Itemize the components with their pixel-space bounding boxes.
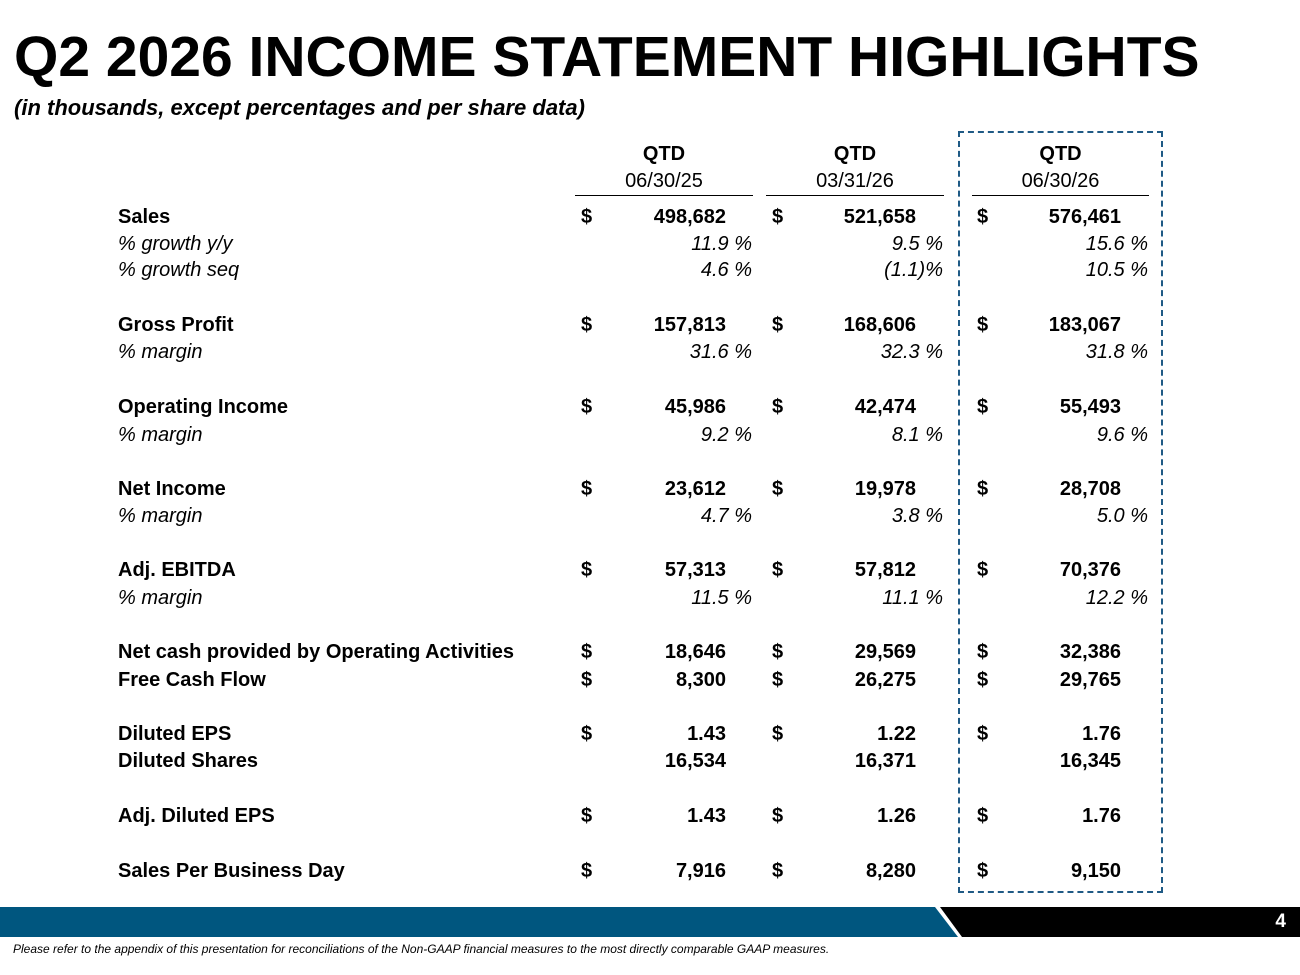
currency-symbol: $	[581, 723, 593, 745]
value-q2-2026: 10.5 %	[1085, 259, 1148, 281]
currency-symbol: $	[977, 805, 989, 827]
row-operating-income	[0, 394, 1300, 421]
row-label: % margin	[118, 587, 203, 609]
value-q2-2025: 18,646	[664, 641, 726, 663]
row-label: Net cash provided by Operating Activities	[118, 641, 515, 663]
value-q1-2026: 1.22	[877, 723, 916, 745]
value-q1-2026: 8.1 %	[891, 424, 943, 446]
value-q2-2025: 57,313	[664, 559, 726, 581]
value-q2-2026: 9,150	[1070, 860, 1121, 882]
row-label: Gross Profit	[118, 314, 234, 336]
value-q2-2026: 9.6 %	[1096, 424, 1148, 446]
currency-symbol: $	[772, 396, 784, 418]
row-sales	[0, 204, 1300, 231]
value-q2-2026: 12.2 %	[1085, 587, 1148, 609]
currency-symbol: $	[772, 478, 784, 500]
value-q2-2026: 1.76	[1082, 805, 1121, 827]
value-q2-2026: 29,765	[1059, 669, 1121, 691]
row-label: Adj. EBITDA	[118, 559, 236, 581]
row-gross-margin	[0, 339, 1300, 366]
row-growth-seq	[0, 257, 1300, 284]
currency-symbol: $	[977, 860, 989, 882]
value-q2-2026: 576,461	[1048, 206, 1121, 228]
row-net-cash-operating	[0, 639, 1300, 666]
value-q1-2026: 8,280	[865, 860, 916, 882]
currency-symbol: $	[581, 559, 593, 581]
column-period: QTD	[642, 143, 686, 165]
page-number: 4	[1275, 911, 1286, 932]
footer-blue-band	[0, 907, 958, 937]
column-date: 06/30/25	[625, 170, 703, 192]
value-q2-2025: 23,612	[664, 478, 726, 500]
row-label: % margin	[118, 505, 203, 527]
currency-symbol: $	[977, 559, 989, 581]
column-header-q1-2026	[766, 141, 944, 196]
column-period: QTD	[1039, 143, 1082, 165]
currency-symbol: $	[977, 396, 989, 418]
currency-symbol: $	[772, 314, 784, 336]
currency-symbol: $	[581, 396, 593, 418]
value-q2-2025: 16,534	[664, 750, 726, 772]
value-q2-2025: 31.6 %	[689, 341, 752, 363]
currency-symbol: $	[977, 723, 989, 745]
currency-symbol: $	[581, 669, 593, 691]
row-net-income	[0, 476, 1300, 503]
value-q2-2026: 55,493	[1059, 396, 1121, 418]
currency-symbol: $	[581, 860, 593, 882]
currency-symbol: $	[772, 860, 784, 882]
currency-symbol: $	[977, 478, 989, 500]
value-q2-2025: 157,813	[653, 314, 726, 336]
row-label: Sales	[118, 206, 171, 228]
value-q2-2026: 32,386	[1059, 641, 1121, 663]
row-label: Sales Per Business Day	[118, 860, 345, 882]
column-period: QTD	[833, 143, 877, 165]
currency-symbol: $	[581, 805, 593, 827]
row-growth-yy	[0, 231, 1300, 258]
value-q2-2026: 70,376	[1059, 559, 1121, 581]
currency-symbol: $	[772, 805, 784, 827]
row-label: Net Income	[118, 478, 226, 500]
row-label: % growth y/y	[118, 233, 233, 255]
column-header-q2-2026	[972, 141, 1149, 196]
row-diluted-shares	[0, 748, 1300, 775]
value-q1-2026: 9.5 %	[891, 233, 943, 255]
footnote: Please refer to the appendix of this presentation for reconciliations of the Non-GAAP financial measures to the most directly comparable GAAP measures.	[13, 942, 830, 956]
value-q2-2025: 11.9 %	[691, 233, 752, 255]
row-adj-ebitda	[0, 557, 1300, 584]
row-gross-profit	[0, 312, 1300, 339]
value-q2-2025: 4.6 %	[700, 259, 752, 281]
value-q2-2025: 45,986	[664, 396, 726, 418]
row-operating-margin	[0, 422, 1300, 449]
value-q2-2026: 5.0 %	[1096, 505, 1148, 527]
row-label: Operating Income	[118, 396, 289, 418]
value-q2-2025: 7,916	[675, 860, 726, 882]
value-q2-2025: 1.43	[687, 805, 726, 827]
value-q1-2026: (1.1)%	[884, 259, 943, 281]
column-date: 06/30/26	[1021, 170, 1100, 192]
value-q1-2026: 42,474	[854, 396, 916, 418]
value-q2-2025: 8,300	[675, 669, 726, 691]
value-q1-2026: 168,606	[843, 314, 916, 336]
footer-black-band	[940, 907, 1300, 937]
value-q2-2025: 11.5 %	[691, 587, 752, 609]
value-q1-2026: 32.3 %	[880, 341, 943, 363]
value-q2-2025: 498,682	[653, 206, 726, 228]
currency-symbol: $	[581, 641, 593, 663]
value-q2-2026: 31.8 %	[1085, 341, 1148, 363]
currency-symbol: $	[772, 206, 784, 228]
value-q2-2026: 183,067	[1048, 314, 1121, 336]
column-date: 03/31/26	[816, 170, 894, 192]
currency-symbol: $	[977, 314, 989, 336]
value-q2-2026: 16,345	[1059, 750, 1121, 772]
value-q2-2025: 4.7 %	[700, 505, 752, 527]
currency-symbol: $	[581, 206, 593, 228]
row-label: % growth seq	[118, 259, 240, 281]
row-label: Free Cash Flow	[118, 669, 266, 691]
currency-symbol: $	[581, 314, 593, 336]
value-q1-2026: 11.1 %	[882, 587, 943, 609]
value-q1-2026: 16,371	[854, 750, 916, 772]
row-label: Diluted Shares	[118, 750, 259, 772]
value-q1-2026: 521,658	[843, 206, 916, 228]
currency-symbol: $	[772, 669, 784, 691]
row-label: Diluted EPS	[118, 723, 232, 745]
value-q1-2026: 19,978	[854, 478, 916, 500]
row-adj-diluted-eps	[0, 803, 1300, 830]
row-label: % margin	[118, 424, 203, 446]
row-label: Adj. Diluted EPS	[118, 805, 275, 827]
currency-symbol: $	[977, 669, 989, 691]
currency-symbol: $	[977, 206, 989, 228]
value-q2-2026: 28,708	[1059, 478, 1121, 500]
page-title: Q2 2026 INCOME STATEMENT HIGHLIGHTS	[14, 25, 1200, 89]
currency-symbol: $	[581, 478, 593, 500]
row-free-cash-flow	[0, 667, 1300, 694]
value-q1-2026: 26,275	[854, 669, 916, 691]
row-net-margin	[0, 503, 1300, 530]
value-q1-2026: 29,569	[854, 641, 916, 663]
row-label: % margin	[118, 341, 203, 363]
value-q1-2026: 3.8 %	[891, 505, 943, 527]
footer-bar	[0, 907, 1300, 937]
value-q2-2026: 15.6 %	[1085, 233, 1148, 255]
value-q1-2026: 1.26	[877, 805, 916, 827]
row-ebitda-margin	[0, 585, 1300, 612]
value-q2-2025: 9.2 %	[700, 424, 752, 446]
value-q2-2025: 1.43	[687, 723, 726, 745]
page-subtitle: (in thousands, except percentages and per share data)	[14, 95, 585, 120]
column-header-q2-2025	[575, 141, 753, 196]
value-q1-2026: 57,812	[854, 559, 916, 581]
currency-symbol: $	[772, 559, 784, 581]
currency-symbol: $	[772, 723, 784, 745]
row-sales-per-business-day	[0, 858, 1300, 885]
value-q2-2026: 1.76	[1082, 723, 1121, 745]
currency-symbol: $	[772, 641, 784, 663]
row-diluted-eps	[0, 721, 1300, 748]
currency-symbol: $	[977, 641, 989, 663]
